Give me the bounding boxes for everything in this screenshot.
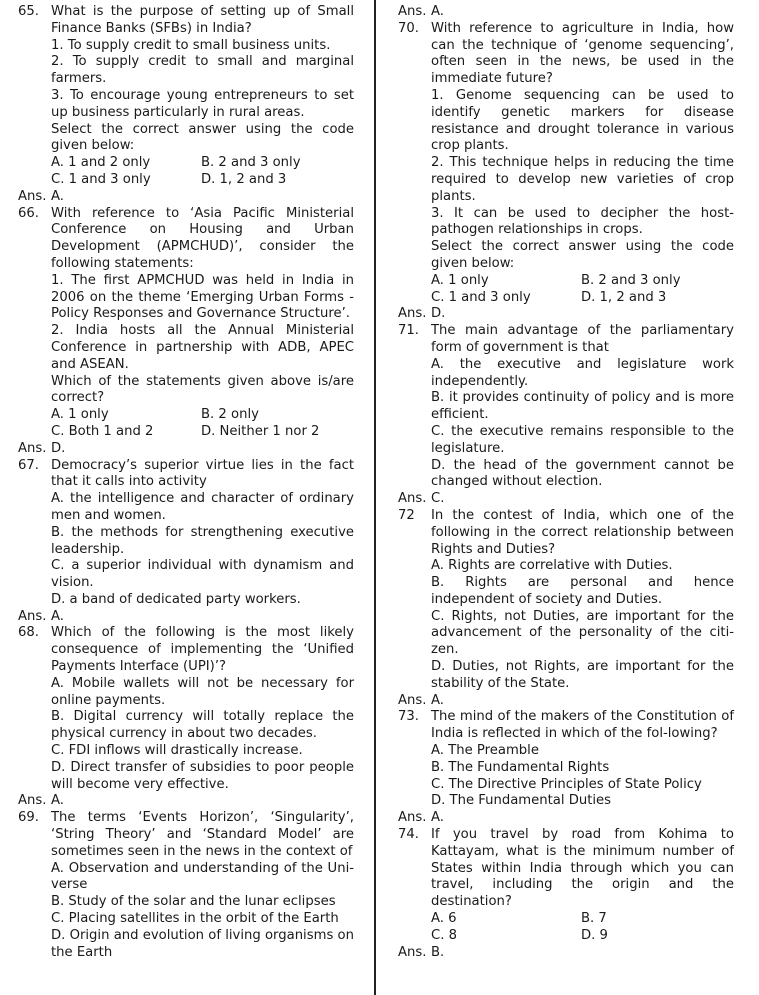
option-c: C. a superior individual with dynamism and vision.	[51, 558, 354, 591]
question-text: If you travel by road from Kohima to Kattayam, what is the minimum number of States within India through which you can travel, including the origin and the destination?	[431, 827, 734, 910]
answer-value: A.	[51, 793, 64, 809]
answer-label: Ans.	[398, 944, 427, 960]
right-column	[398, 4, 734, 961]
answer-value: B.	[431, 944, 445, 960]
question-number: 72	[398, 507, 415, 523]
option-d: D. 1, 2 and 3	[581, 289, 667, 305]
option-b: B. Study of the solar and the lunar eclipses	[51, 894, 336, 910]
option-c: C. 1 and 3 only	[431, 289, 531, 305]
question-text: The mind of the makers of the Constitution of India is reflected in which of the fol-lowing?	[431, 709, 734, 742]
answer-74	[398, 945, 734, 962]
answer-value: D.	[431, 306, 446, 322]
answer-value: A.	[51, 188, 64, 204]
option-d: D. Origin and evolution of living organisms on the Earth	[51, 927, 354, 960]
option-a: A. 1 and 2 only	[51, 155, 151, 171]
question-text: Which of the following is the most likely consequence of implementing the ‘Unified Payments Interface (UPI)’?	[51, 625, 354, 675]
instruction: Select the correct answer using the code given below:	[431, 239, 734, 271]
question-text: In the contest of India, which one of the following in the correct relationship between Rights and Duties?	[431, 507, 734, 557]
option-a: A. 1 only	[431, 272, 489, 288]
question-text: With reference to agriculture in India, how can the technique of ‘genome sequencing’, often seen in the news, be used in the immediate future?	[431, 20, 734, 87]
question-text: Democracy’s superior virtue lies in the fact that it calls into activity	[51, 457, 354, 490]
question-number: 67.	[18, 457, 39, 473]
option-d: D. Neither 1 nor 2	[201, 423, 320, 439]
option-b: B. the methods for strengthening executive leadership.	[51, 524, 354, 557]
options-grid	[431, 911, 734, 945]
question-number: 70.	[398, 20, 419, 36]
answer-value: D.	[51, 440, 66, 456]
answer-67	[18, 609, 354, 626]
option-d: D. a band of dedicated party workers.	[51, 591, 301, 607]
option-a: A. 1 only	[51, 407, 109, 423]
question-number: 74.	[398, 827, 419, 843]
statement-2: 2. This technique helps in reducing the time required to develop new varieties of crop plants.	[431, 155, 734, 204]
question-number: 73.	[398, 709, 419, 725]
option-b: B. Digital currency will totally replace the physical currency in about two decades.	[51, 709, 354, 742]
option-d: D. Direct transfer of subsidies to poor people will become very effective.	[51, 759, 354, 792]
option-c: C. 1 and 3 only	[51, 171, 151, 187]
option-a: A. the executive and legislature work independently.	[431, 356, 734, 389]
left-column	[18, 4, 354, 961]
question-69	[18, 810, 354, 961]
option-d: D. 1, 2 and 3	[201, 171, 287, 187]
question-73	[398, 709, 734, 810]
option-c: C. the executive remains responsible to the legislature.	[431, 423, 734, 456]
answer-73	[398, 810, 734, 827]
option-b: B. 2 and 3 only	[201, 155, 301, 171]
statement-2: 2. To supply credit to small and marginal farmers.	[51, 54, 354, 87]
question-number: 66.	[18, 205, 39, 221]
answer-66	[18, 441, 354, 458]
options-grid	[51, 407, 354, 441]
question-number: 71.	[398, 323, 419, 339]
question-number: 65.	[18, 4, 39, 19]
answer-value: C.	[431, 491, 445, 507]
option-c: C. FDI inflows will drastically increase.	[51, 743, 303, 759]
question-74	[398, 827, 734, 945]
option-a: A. the intelligence and character of ordinary men and women.	[51, 491, 354, 523]
option-b: B. 2 only	[201, 407, 259, 423]
option-d: D. Duties, not Rights, are important for the stability of the State.	[431, 659, 734, 691]
option-a: A. The Preamble	[431, 743, 539, 759]
statement-3: 3. It can be used to decipher the host-pathogen relationships in crops.	[431, 205, 734, 238]
question-68	[18, 625, 354, 793]
answer-value: A.	[431, 810, 444, 826]
answer-72	[398, 693, 734, 710]
option-c: C. Both 1 and 2	[51, 423, 154, 439]
answer-label: Ans.	[398, 810, 427, 826]
question-65	[18, 4, 354, 189]
question-66	[18, 206, 354, 441]
answer-label: Ans.	[18, 608, 47, 624]
answer-label: Ans.	[398, 491, 427, 507]
option-c: C. Rights, not Duties, are important for the advancement of the personality of the citi-zen.	[431, 608, 734, 658]
question-text: With reference to ‘Asia Pacific Ministerial Conference on Housing and Urban Development (APMCHUD)’, consider the following statements:	[51, 205, 354, 271]
answer-label: Ans.	[398, 4, 427, 19]
question-67	[18, 458, 354, 609]
option-b: B. 7	[581, 911, 607, 927]
question-text: The terms ‘Events Horizon’, ‘Singularity’, ‘String Theory’ and ‘Standard Model’ are sometimes seen in the news in the context of	[51, 810, 354, 859]
question-70	[398, 21, 734, 307]
option-a: A. Rights are correlative with Duties.	[431, 558, 673, 574]
answer-70	[398, 306, 734, 323]
option-c: C. The Directive Principles of State Policy	[431, 776, 702, 792]
statement-1: 1. To supply credit to small business units.	[51, 37, 331, 53]
answer-label: Ans.	[398, 306, 427, 322]
option-b: B. 2 and 3 only	[581, 272, 681, 288]
question-number: 69.	[18, 810, 39, 826]
instruction: Select the correct answer using the code given below:	[51, 121, 354, 154]
options-grid	[51, 155, 354, 189]
options-grid	[431, 273, 734, 307]
question-text: The main advantage of the parliamentary form of government is that	[431, 323, 734, 355]
answer-value: A.	[431, 692, 444, 708]
answer-68	[18, 793, 354, 810]
option-d: D. the head of the government cannot be changed without election.	[431, 457, 734, 490]
statement-1: 1. Genome sequencing can be used to identify genetic markers for disease resistance and drought tolerance in various crop plants.	[431, 87, 734, 154]
option-c: C. 8	[431, 927, 457, 943]
statement-2: 2. India hosts all the Annual Ministerial Conference in partnership with ADB, APEC and ASEAN.	[51, 323, 354, 372]
instruction: Which of the statements given above is/are correct?	[51, 373, 354, 406]
option-a: A. Observation and understanding of the Uni-verse	[51, 860, 354, 893]
answer-label: Ans.	[18, 188, 47, 204]
option-b: B. The Fundamental Rights	[431, 759, 610, 775]
statement-1: 1. The first APMCHUD was held in India in 2006 on the theme ‘Emerging Urban Forms - Policy Responses and Governance Structure’.	[51, 272, 354, 322]
option-b: B. Rights are personal and hence independent of society and Duties.	[431, 575, 734, 607]
option-d: D. The Fundamental Duties	[431, 793, 612, 809]
answer-label: Ans.	[398, 692, 427, 708]
statement-3: 3. To encourage young entrepreneurs to set up business particularly in rural areas.	[51, 87, 354, 120]
option-a: A. Mobile wallets will not be necessary for online payments.	[51, 675, 354, 708]
answer-value: A.	[51, 608, 64, 624]
question-number: 68.	[18, 625, 39, 641]
question-72	[398, 508, 734, 693]
answer-label: Ans.	[18, 793, 47, 809]
answer-value: A.	[431, 4, 444, 19]
option-d: D. 9	[581, 927, 608, 943]
answer-65	[18, 189, 354, 206]
option-b: B. it provides continuity of policy and is more efficient.	[431, 390, 734, 423]
question-text: What is the purpose of setting up of Small Finance Banks (SFBs) in India?	[51, 4, 354, 36]
column-divider	[374, 0, 376, 995]
question-71	[398, 323, 734, 491]
answer-label: Ans.	[18, 440, 47, 456]
answer-69	[398, 4, 734, 21]
option-c: C. Placing satellites in the orbit of the Earth	[51, 911, 339, 927]
option-a: A. 6	[431, 911, 457, 927]
answer-71	[398, 491, 734, 508]
